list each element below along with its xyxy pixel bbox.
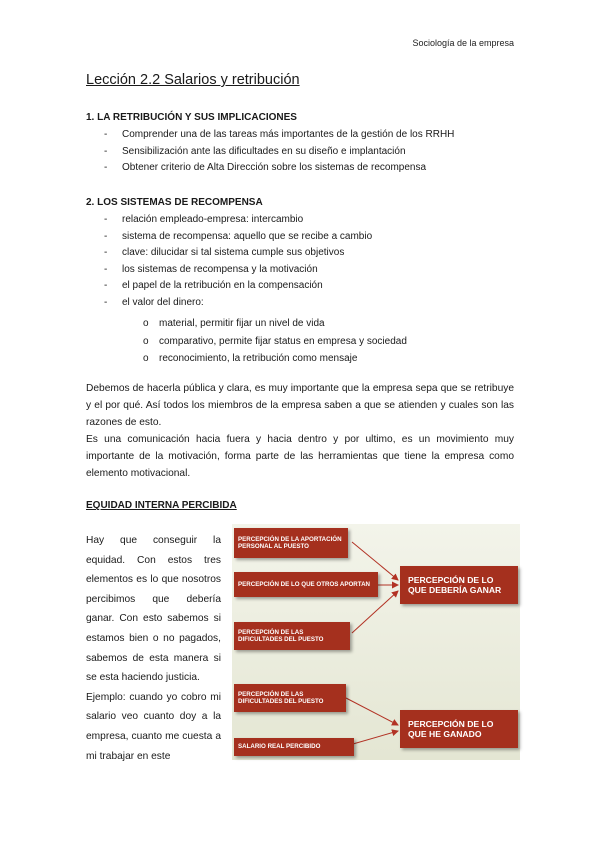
- list-item: - el papel de la retribución en la compensación: [100, 278, 372, 295]
- list-item: - sistema de recompensa: aquello que se recibe a cambio: [100, 229, 372, 246]
- sublist-item: o comparativo, permite fijar status en empresa y sociedad: [143, 333, 407, 351]
- arrow-4: [346, 698, 398, 725]
- equity-diagram: [232, 524, 520, 760]
- equity-text-column: [86, 531, 221, 766]
- document-header-subject: Sociología de la empresa: [412, 38, 514, 48]
- equity-paragraph: Hay que conseguir la equidad. Con estos tres elementos es lo que nosotros percibimos que debería ganar. Con esto sabemos si estamos bien o no pagados, sabemos de esta manera si se esta haciendo justicia.: [86, 535, 221, 684]
- equity-example: Ejemplo: cuando yo cobro mi salario veo cuanto doy a la empresa, cuanto me cuesta a mi trabajar en este: [86, 691, 221, 762]
- equity-heading: EQUIDAD INTERNA PERCIBIDA: [86, 500, 237, 511]
- section-1-heading: 1. LA RETRIBUCIÓN Y SUS IMPLICACIONES: [86, 112, 297, 123]
- list-item: - el valor del dinero:: [100, 295, 372, 312]
- box-personal-contribution: PERCEPCIÓN DE LA APORTACIÓN PERSONAL AL PUESTO: [234, 528, 348, 558]
- money-value-sublist: [143, 315, 407, 368]
- section-2-list: [100, 212, 372, 311]
- paragraph: Es una comunicación hacia fuera y hacia dentro y por ultimo, es un movimiento muy importante de la motivación, forma parte de las herramientas que tiene la empresa como elemento motivacional.: [86, 434, 514, 479]
- sublist-item: o material, permitir fijar un nivel de vida: [143, 315, 407, 333]
- list-item: - Sensibilización ante las dificultades en su diseño e implantación: [100, 144, 454, 161]
- box-should-earn: PERCEPCIÓN DE LO QUE DEBERÍA GANAR: [400, 566, 518, 604]
- box-others-contribution: PERCEPCIÓN DE LO QUE OTROS APORTAN: [234, 572, 378, 597]
- box-job-difficulties: PERCEPCIÓN DE LAS DIFICULTADES DEL PUESTO: [234, 622, 350, 650]
- section-2-heading: 2. LOS SISTEMAS DE RECOMPENSA: [86, 197, 263, 208]
- box-have-earned: PERCEPCIÓN DE LO QUE HE GANADO: [400, 710, 518, 748]
- arrow-3: [352, 591, 398, 633]
- list-item: - Comprender una de las tareas más importantes de la gestión de los RRHH: [100, 127, 454, 144]
- page-title: Lección 2.2 Salarios y retribución: [86, 72, 300, 88]
- list-item: - relación empleado-empresa: intercambio: [100, 212, 372, 229]
- box-job-difficulties-2: PERCEPCIÓN DE LAS DIFICULTADES DEL PUESTO: [234, 684, 346, 712]
- paragraph: Debemos de hacerla pública y clara, es muy importante que la empresa sepa que se retribuye y el por qué. Así todos los miembros de la empresa saben a que se atienden y cuales son las razones de esto.: [86, 383, 514, 428]
- box-real-salary: SALARIO REAL PERCIBIDO: [234, 738, 354, 756]
- list-item: - clave: dilucidar si tal sistema cumple sus objetivos: [100, 245, 372, 262]
- sublist-item: o reconocimiento, la retribución como mensaje: [143, 350, 407, 368]
- list-item: - Obtener criterio de Alta Dirección sobre los sistemas de recompensa: [100, 160, 454, 177]
- list-item: - los sistemas de recompensa y la motivación: [100, 262, 372, 279]
- section-1-list: [100, 127, 454, 177]
